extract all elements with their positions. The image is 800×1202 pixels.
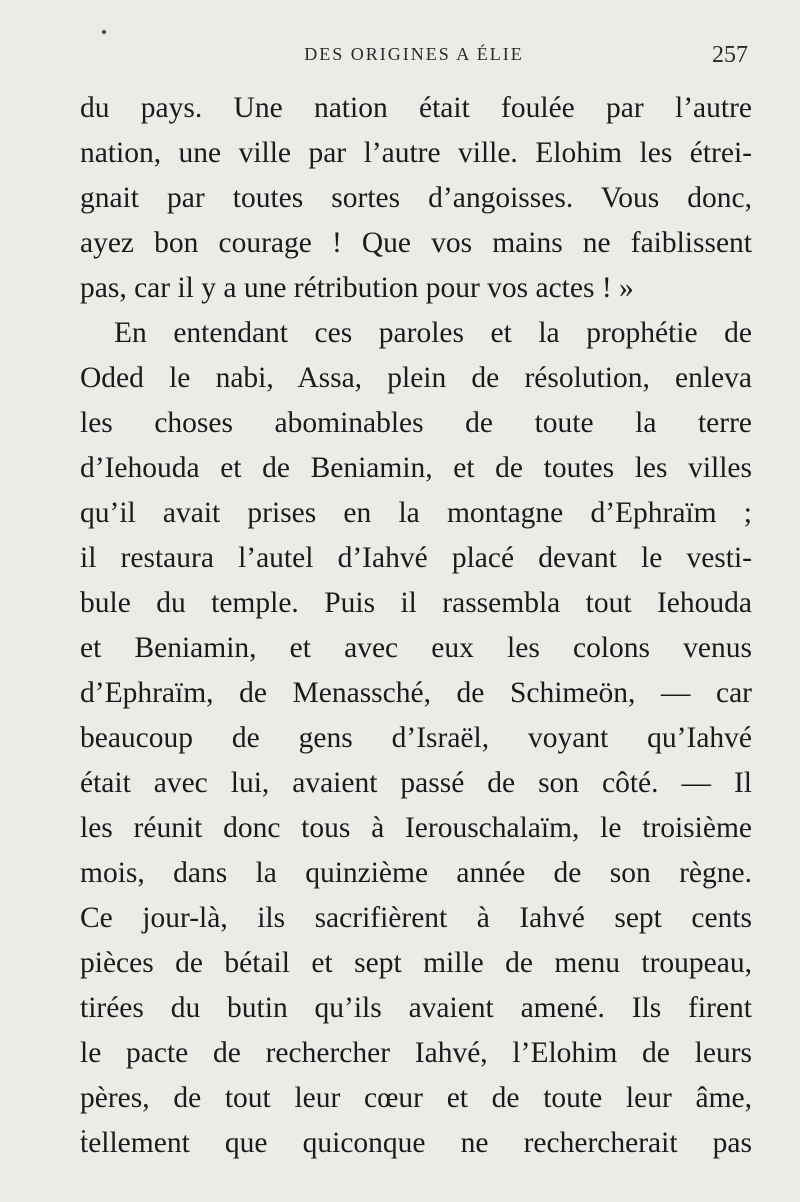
text-line: qu’il avait prises en la montagne d’Ephraïm ; — [80, 497, 752, 529]
text-line: tellement que quiconque ne rechercherait pas — [80, 1127, 752, 1159]
text-line: Ce jour-là, ils sacrifièrent à Iahvé sept cents — [80, 902, 752, 934]
text-line: d’Ephraïm, de Menassché, de Schimeön, — car — [80, 677, 752, 709]
text-line: Oded le nabi, Assa, plein de résolution, enleva — [80, 362, 752, 394]
text-line: gnait par toutes sortes d’angoisses. Vous donc, — [80, 182, 752, 214]
text-line: pièces de bétail et sept mille de menu troupeau, — [80, 947, 752, 979]
ink-speck — [102, 30, 106, 34]
running-title: DES ORIGINES A ÉLIE — [304, 44, 524, 64]
text-line: bule du temple. Puis il rassembla tout Iehouda — [80, 587, 752, 619]
text-line: En entendant ces paroles et la prophétie de — [114, 317, 752, 349]
page-number: 257 — [712, 42, 748, 68]
text-line: était avec lui, avaient passé de son côté. — Il — [80, 767, 752, 799]
text-line: pas, car il y a une rétribution pour vos actes ! » — [80, 272, 634, 304]
text-line: ayez bon courage ! Que vos mains ne faiblissent — [80, 227, 752, 259]
text-line: il restaura l’autel d’Iahvé placé devant le vesti- — [80, 542, 752, 574]
text-line: pères, de tout leur cœur et de toute leur âme, — [80, 1082, 752, 1114]
text-line: les réunit donc tous à Ierouschalaïm, le troisième — [80, 812, 752, 844]
running-head — [80, 42, 748, 70]
text-line: le pacte de rechercher Iahvé, l’Elohim de leurs — [80, 1037, 752, 1069]
text-line: et Beniamin, et avec eux les colons venus — [80, 632, 752, 664]
text-line: du pays. Une nation était foulée par l’autre — [80, 92, 752, 124]
text-line: les choses abominables de toute la terre — [80, 407, 752, 439]
text-line: tirées du butin qu’ils avaient amené. Ils firent — [80, 992, 752, 1024]
body-text — [80, 86, 752, 1166]
text-line: mois, dans la quinzième année de son règne. — [80, 857, 752, 889]
text-line: nation, une ville par l’autre ville. Elohim les étrei- — [80, 137, 752, 169]
text-line: d’Iehouda et de Beniamin, et de toutes les villes — [80, 452, 752, 484]
text-line: beaucoup de gens d’Israël, voyant qu’Iahvé — [80, 722, 752, 754]
